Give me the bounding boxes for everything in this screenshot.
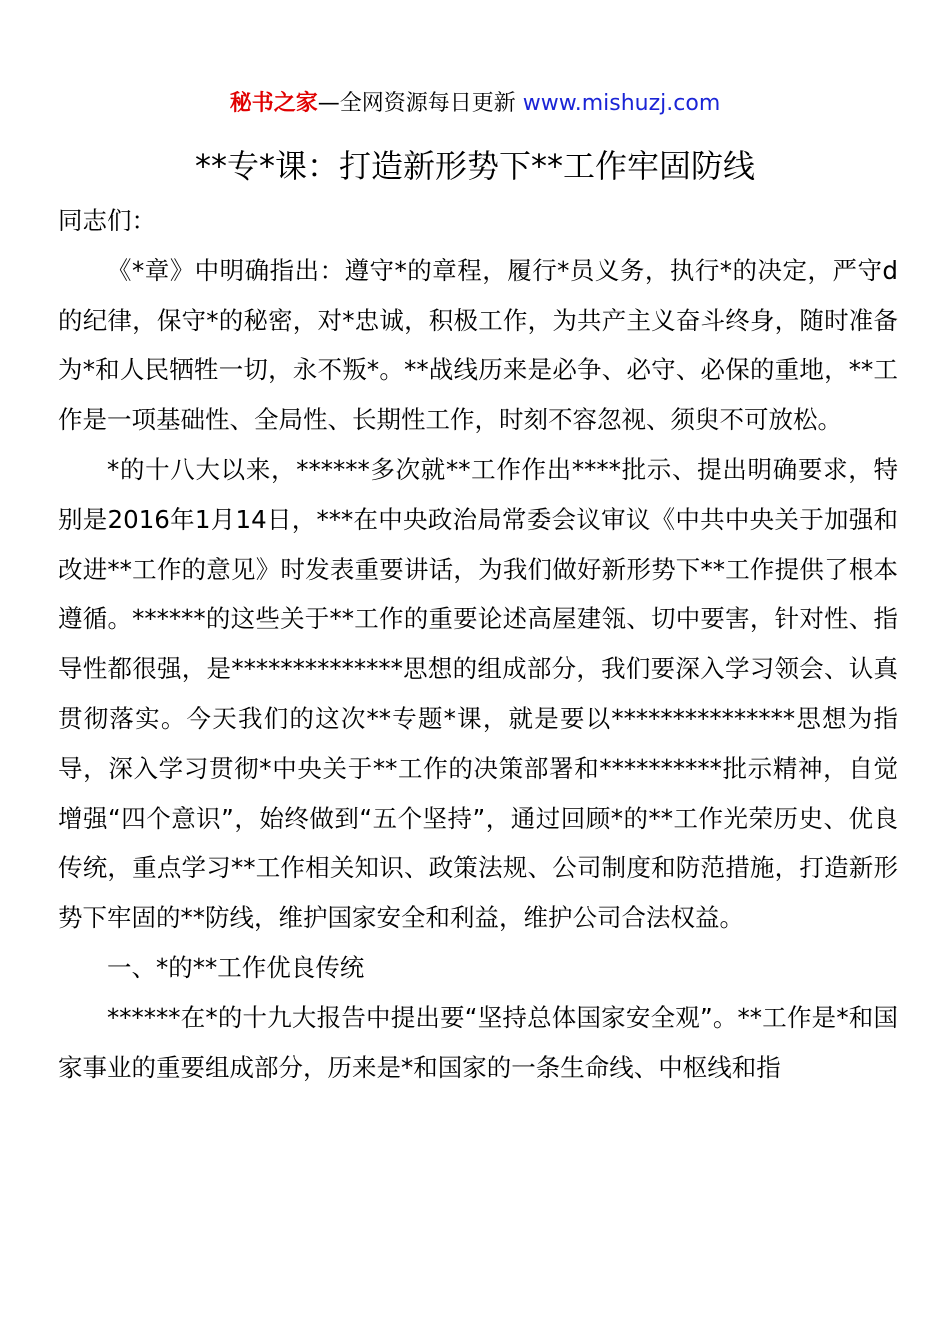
document-body	[58, 196, 898, 1092]
site-header	[0, 88, 950, 120]
section-heading: 一、*的**工作优良传统	[107, 952, 365, 982]
paragraph-2: *的十八大以来，******多次就**工作作出****批示、提出明确要求，特别是2016年1月14日，***在中央政治局常委会议审议《中共中央关于加强和改进**工作的意见》时发表重要讲话，为我们做好新形势下**工作提供了根本遵循。******的这些关于**工作的重要论述高屋建瓴、切中要害，针对性、指导性都很强，是**************思想的组成部分，我们要深入学习领会、认真贯彻落实。今天我们的这次**专题*课，就是要以***************思想为指导，深入学习贯彻*中央关于**工作的决策部署和**********批示精神，自觉增强“四个意识”，始终做到“五个坚持”，通过回顾*的**工作光荣历史、优良传统，重点学习**工作相关知识、政策法规、公司制度和防范措施，打造新形势下牢固的**防线，维护国家安全和利益，维护公司合法权益。	[58, 454, 898, 933]
site-brand: 秘书之家	[229, 91, 318, 116]
section-paragraph: ******在*的十九大报告中提出要“坚持总体国家安全观”。**工作是*和国家事业的重要组成部分，历来是*和国家的一条生命线、中枢线和指	[58, 1002, 898, 1082]
site-url-link[interactable]: www.mishuzj.com	[522, 91, 721, 116]
site-tagline: —全网资源每日更新	[317, 91, 523, 116]
salutation: 同志们：	[58, 206, 156, 235]
document-title: **专*课：打造新形势下**工作牢固防线	[194, 147, 755, 185]
paragraph-1: 《*章》中明确指出：遵守*的章程，履行*员义务，执行*的决定，严守d的纪律，保守*的秘密，对*忠诚，积极工作，为共产主义奋斗终身，随时准备为*和人民牺牲一切，永不叛*。**战线历来是必争、必守、必保的重地，**工作是一项基础性、全局性、长期性工作，时刻不容忽视、须臾不可放松。	[58, 255, 898, 435]
